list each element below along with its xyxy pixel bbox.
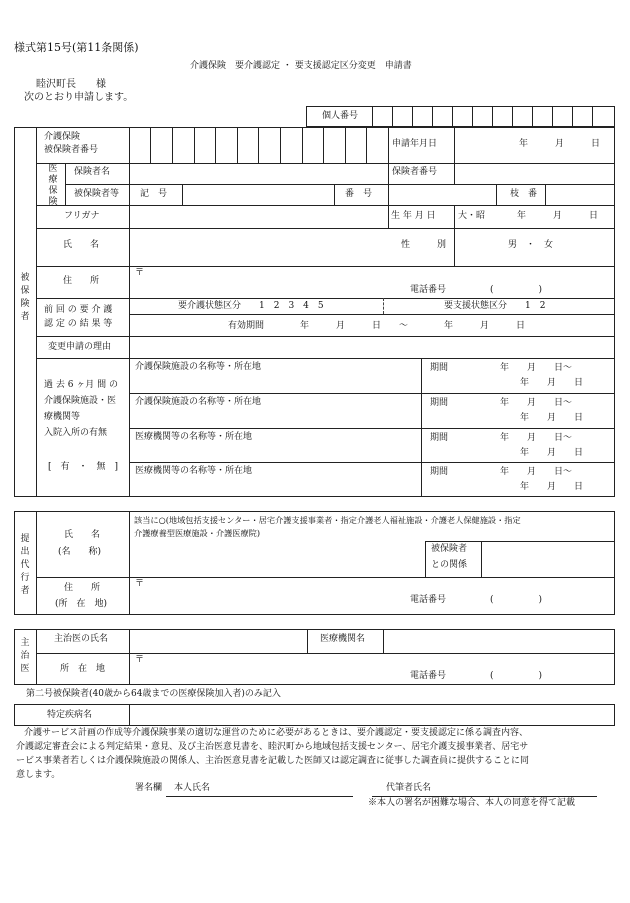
change-reason-label: 変更申請の理由 <box>48 342 112 352</box>
phone-field[interactable]: ( ) <box>490 285 543 295</box>
kigo-label: 記 号 <box>140 189 168 199</box>
signature-label: 署名欄 <box>135 783 163 793</box>
agent-applicable-line-1: 該当に○(地域包括支援センター・居宅介護支援事業者・指定介護老人福祉施設・介護老人保健施設・指定 <box>134 515 521 525</box>
lead-text: 次のとおり申請します。 <box>24 92 134 103</box>
agent-phone-label: 電話番号 <box>410 595 447 605</box>
doctor-name-label: 主治医の氏名 <box>54 634 109 644</box>
facility-2-label: 介護保険施設の名称等・所在地 <box>135 397 262 407</box>
facility-1-to[interactable]: 年 月 日 <box>520 378 584 388</box>
agent-name-label-1: 氏 名 <box>64 530 101 540</box>
consent-line-2: 介護認定審査会による判定結果・意見、及び主治医意見書を、睦沢町から地域包括支援センター、居宅介護支援事業者、居宅サ <box>16 742 529 752</box>
individual-number-label: 個人番号 <box>322 111 359 121</box>
form-number: 様式第15号(第11条関係) <box>14 41 139 54</box>
birth-date-field[interactable]: 年 月 日 <box>517 211 599 221</box>
insured-number-label-2: 被保険者番号 <box>44 145 99 155</box>
facility-3-to[interactable]: 年 月 日 <box>520 448 584 458</box>
facility-2-period: 期間 <box>430 398 449 408</box>
insurer-name-label: 保険者名 <box>74 167 111 177</box>
medical-insurance-side-label: 医療保険 <box>48 164 58 207</box>
past-facility-label-4: 入院入所の有無 <box>44 428 108 438</box>
addressee: 睦沢町長 様 <box>36 79 106 90</box>
edaban-label: 枝 番 <box>510 189 538 199</box>
consent-line-1: 介護サービス計画の作成等介護保険事業の適切な運営のために必要があるときは、要介護認定・要支援認定に係る調査内容、 <box>24 728 529 738</box>
birth-date-label: 生 年 月 日 <box>391 211 436 221</box>
consent-line-3: ービス事業者若しくは介護保険施設の関係人、主治医意見書を記載した医師又は認定調査に従事した調査員に提供することに同 <box>16 756 530 766</box>
doctor-side-label: 主治医 <box>20 638 30 674</box>
facility-3-period: 期間 <box>430 433 449 443</box>
furigana-label: フリガナ <box>64 211 100 221</box>
facility-1-label: 介護保険施設の名称等・所在地 <box>135 362 262 372</box>
agent-postal-mark: 〒 <box>135 579 145 589</box>
facility-2-to[interactable]: 年 月 日 <box>520 413 584 423</box>
insured-etc-label: 被保険者等 <box>74 189 120 199</box>
facility-4-label: 医療機関等の名称等・所在地 <box>135 466 253 476</box>
specific-disease-row <box>14 704 615 726</box>
past-facility-label-3: 療機関等 <box>44 412 81 422</box>
facility-1-from[interactable]: 年 月 日～ <box>500 363 573 373</box>
form-title: 介護保険 要介護認定 ・ 要支援認定区分変更 申請書 <box>190 61 412 71</box>
agent-address-label-2: (所 在 地) <box>55 599 108 609</box>
facility-3-label: 医療機関等の名称等・所在地 <box>135 432 253 442</box>
agent-relation-label-1: 被保険者 <box>431 544 468 554</box>
phone-label: 電話番号 <box>410 285 447 295</box>
doctor-phone-label: 電話番号 <box>410 671 447 681</box>
care-level-options[interactable]: 要介護状態区分 1 2 3 4 5 <box>178 301 324 311</box>
facility-4-from[interactable]: 年 月 日～ <box>500 467 573 477</box>
bango-label: 番 号 <box>345 189 373 199</box>
application-date-field[interactable]: 年 月 日 <box>519 139 601 149</box>
proxy-note: ※本人の署名が困難な場合、本人の同意を得て記載 <box>368 798 576 808</box>
name-label: 氏 名 <box>63 240 100 250</box>
self-name-label[interactable]: 本人氏名 <box>174 783 211 793</box>
postal-mark: 〒 <box>135 268 145 278</box>
facility-4-to[interactable]: 年 月 日 <box>520 482 584 492</box>
address-label: 住 所 <box>63 276 100 286</box>
facility-2-from[interactable]: 年 月 日～ <box>500 398 573 408</box>
previous-result-label-2: 認 定 の 結 果 等 <box>44 319 113 329</box>
doctor-phone-field[interactable]: ( ) <box>490 671 543 681</box>
agent-side-label: 提出代行者 <box>20 534 30 596</box>
agent-relation-label-2: との関係 <box>431 560 468 570</box>
support-level-options[interactable]: 要支援状態区分 1 2 <box>444 301 546 311</box>
facility-4-period: 期間 <box>430 467 449 477</box>
era-options[interactable]: 大・昭 <box>458 211 486 221</box>
medical-institution-label: 医療機関名 <box>320 634 366 644</box>
specific-disease-label: 特定疾病名 <box>47 710 93 720</box>
sex-label: 性 別 <box>401 240 447 250</box>
agent-applicable-line-2: 介護療養型医療施設・介護医療院) <box>134 528 261 538</box>
past-facility-label-1: 過 去 6 ヶ月 間 の <box>44 380 119 390</box>
applicant-side-label: 被保険者 <box>20 273 30 322</box>
past-facility-label-2: 介護保険施設・医 <box>44 396 117 406</box>
previous-result-label-1: 前 回 の 要 介 護 <box>44 305 113 315</box>
agent-name-label-2: (名 称) <box>58 547 102 557</box>
facility-3-from[interactable]: 年 月 日～ <box>500 433 573 443</box>
agent-phone-field[interactable]: ( ) <box>490 595 543 605</box>
valid-period-field[interactable]: 有効期間 年 月 日 ～ 年 月 日 <box>228 321 526 331</box>
consent-line-4: 意します。 <box>16 770 61 780</box>
sex-options[interactable]: 男 ・ 女 <box>508 240 554 250</box>
secondary-insured-note: 第二号被保険者(40歳から64歳までの医療保険加入者)のみ記入 <box>26 689 281 699</box>
insured-number-label-1: 介護保険 <box>44 132 81 142</box>
doctor-location-label: 所 在 地 <box>60 664 106 674</box>
proxy-name-label[interactable]: 代筆者氏名 <box>386 783 432 793</box>
facility-1-period: 期間 <box>430 363 449 373</box>
past-facility-yesno[interactable]: [ 有 ・ 無 ] <box>48 462 119 472</box>
insurer-number-label: 保険者番号 <box>392 167 438 177</box>
application-date-label: 申請年月日 <box>392 139 438 149</box>
agent-address-label-1: 住 所 <box>64 583 101 593</box>
doctor-postal-mark: 〒 <box>135 655 145 665</box>
